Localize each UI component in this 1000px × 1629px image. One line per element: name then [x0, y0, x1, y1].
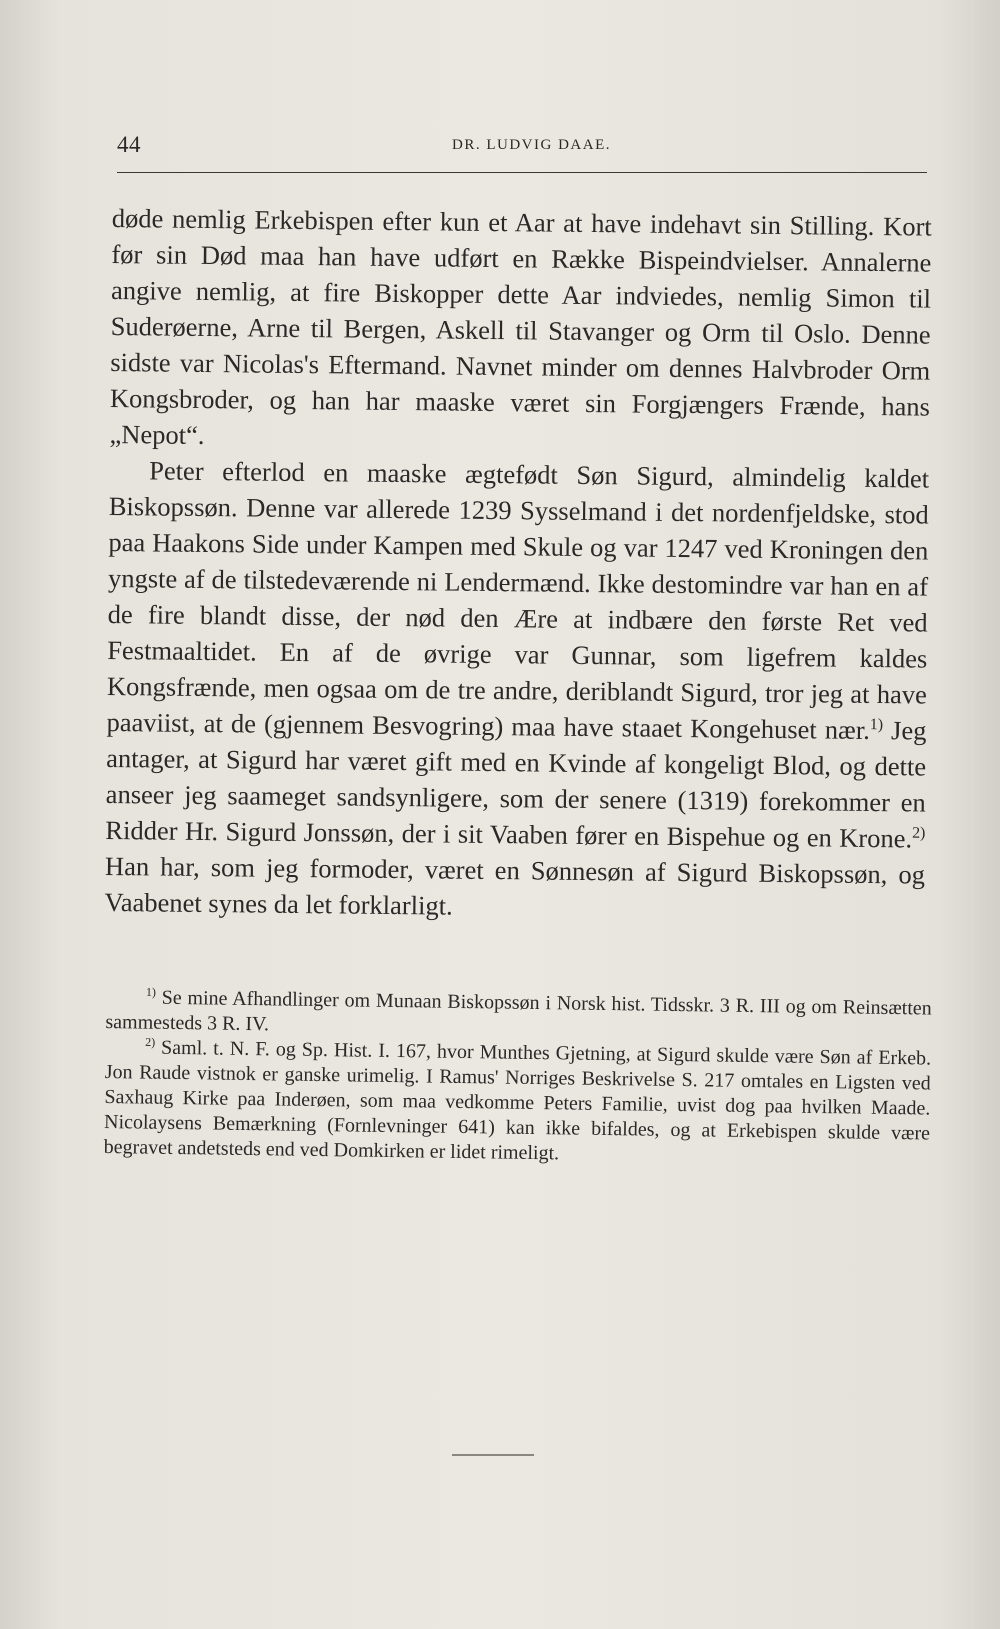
- paragraph-2-part-2: Jeg antager, at Sigurd har været gift med en Kvinde af kongeligt Blod, og dette anseer jeg saameget sandsynligere, som der senere (1319) forekommer en Ridder Hr. Sigurd Jonssøn, der i sit Vaaben fører en Bispehue og en Krone.: [105, 715, 927, 854]
- bottom-ornament-line: [452, 1454, 534, 1456]
- header-rule: [117, 172, 927, 173]
- footnote-ref-2: 2): [912, 824, 926, 842]
- page-number: 44: [117, 132, 141, 157]
- footnote-2-text: Saml. t. N. F. og Sp. Hist. I. 167, hvor Munthes Gjetning, at Sigurd skulde være Søn af Erkeb. Jon Raude vistnok er ganske urimelig. I Ramus' Norriges Beskrivelse S. 217 omtales en Ligsten ved Saxhaug Kirke paa Inderøen, som maa vedkomme Peters Familie, uvist dog paa hvilken Maade. Nicolaysens Bemærkning (Fornlevninger 641) kan ikke bifaldes, og at Erkebispen skulde være begravet andetsteds end ved Domkirken er lidet rimeligt.: [103, 1036, 932, 1165]
- footnote-2: [104, 1035, 932, 1172]
- footnote-ref-1: 1): [869, 716, 884, 734]
- footnote-1-text: Se mine Afhandlinger om Munaan Biskopssøn i Norsk hist. Tidsskr. 3 R. III og om Reinsætten sammesteds 3 R. IV.: [105, 986, 932, 1036]
- paragraph-1: døde nemlig Erkebispen efter kun et Aar at have indehavt sin Stilling. Kort før sin Død maa han have udført en Række Bispeindvielser. Annalerne angive nemlig, at fire Biskopper dette Aar indviedes, nemlig Simon til Suderøerne, Arne til Bergen, Askell til Stavanger og Orm til Oslo. Denne sidste var Nicolas's Eftermand. Navnet minder om dennes Halvbroder Orm Kongsbroder, og han har maaske været sin Forgjængers Frænde, hans „Nepot“.: [109, 202, 932, 450]
- paragraph-2-part-3: Han har, som jeg formoder, været en Sønnesøn af Sigurd Biskopssøn, og Vaabenet synes da let forklarligt.: [104, 850, 926, 921]
- paragraph-2-part-1: Peter efterlod en maaske ægtefødt Søn Sigurd, almindelig kaldet Biskopssøn. Denne var allerede 1239 Sysselmand i det nordenfjeldske, stod paa Haakons Side under Kampen med Skule og var 1247 ved Kroningen den yngste af de tilstedeværende ni Lendermænd. Ikke destomindre var han en af de fire blandt disse, der nød den Ære at indbære den første Ret ved Festmaaltidet. En af de øvrige var Gunnar, som ligefrem kaldes Kongsfrænde, men ogsaa om de tre andre, deriblandt Sigurd, tror jeg at have paaviist, at de (gjennem Besvogring) maa have staaet Kongehuset nær.: [106, 455, 930, 745]
- main-text: [104, 200, 931, 929]
- footnotes: [104, 985, 932, 1172]
- paragraph-2: [104, 452, 929, 929]
- footnote-1-marker: 1): [145, 984, 157, 1000]
- footnote-2-marker: 2): [145, 1034, 156, 1050]
- running-head: DR. LUDVIG DAAE.: [452, 137, 611, 153]
- page-header: [117, 132, 927, 176]
